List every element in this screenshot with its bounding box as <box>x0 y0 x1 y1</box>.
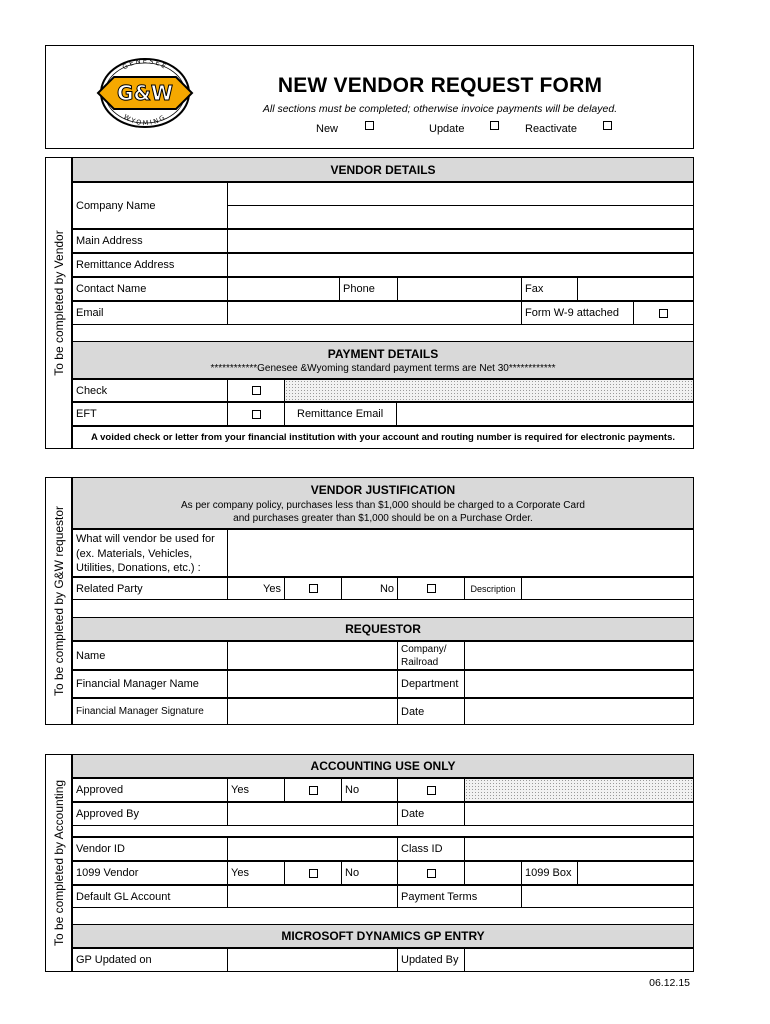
related-no-checkbox[interactable] <box>427 584 436 593</box>
name-label: Name <box>72 641 228 670</box>
svg-text:WYOMING: WYOMING <box>122 112 168 128</box>
contact-name-label: Contact Name <box>72 277 228 301</box>
eft-label: EFT <box>72 402 228 426</box>
related-yes-label: Yes <box>228 577 285 600</box>
email-label: Email <box>72 301 228 325</box>
related-yes-cell <box>285 577 342 600</box>
gp-updated-on-label: GP Updated on <box>72 948 228 972</box>
svg-text:GENESEE: GENESEE <box>121 56 170 72</box>
vendor-justification-title: VENDOR JUSTIFICATION <box>310 483 456 497</box>
option-new-label: New <box>316 123 339 135</box>
vendor-id-input[interactable] <box>228 837 398 861</box>
option-reactivate-label: Reactivate <box>525 123 577 135</box>
department-label: Department <box>398 670 465 698</box>
svg-text:G&W: G&W <box>117 81 173 105</box>
default-gl-input[interactable] <box>228 885 398 908</box>
remittance-address-input[interactable] <box>228 253 694 277</box>
related-no-label: No <box>342 577 398 600</box>
payment-terms-label: Payment Terms <box>398 885 522 908</box>
approved-no-checkbox[interactable] <box>427 786 436 795</box>
main-address-input[interactable] <box>228 229 694 253</box>
vendor-1099-gap <box>465 861 522 885</box>
gp-entry-header: MICROSOFT DYNAMICS GP ENTRY <box>72 924 694 948</box>
voided-check-note: A voided check or letter from your financial institution with your account and routing number is required for electronic payments. <box>72 426 694 449</box>
form-title: NEW VENDOR REQUEST FORM <box>277 74 603 97</box>
financial-manager-name-input[interactable] <box>228 670 398 698</box>
option-new-checkbox[interactable] <box>365 121 374 130</box>
vendor-spacer-row <box>72 325 694 342</box>
policy-line-1: As per company policy, purchases less than $1,000 should be charged to a Corporate Card <box>181 500 585 511</box>
gp-updated-by-label: Updated By <box>398 948 465 972</box>
option-update-label: Update <box>429 123 465 135</box>
vendor-details-header: VENDOR DETAILS <box>72 157 694 182</box>
gp-updated-by-input[interactable] <box>465 948 694 972</box>
check-cell <box>228 379 285 402</box>
remittance-address-label: Remittance Address <box>72 253 228 277</box>
company-name-label: Company Name <box>72 182 228 229</box>
box-1099-input[interactable] <box>578 861 694 885</box>
used-for-input[interactable] <box>228 529 694 577</box>
gp-updated-on-input[interactable] <box>228 948 398 972</box>
company-name-input-1[interactable] <box>228 182 694 206</box>
vendor-id-label: Vendor ID <box>72 837 228 861</box>
form-version: 06.12.15 <box>649 977 690 989</box>
phone-input[interactable] <box>398 277 522 301</box>
company-name-input-2[interactable] <box>228 205 694 229</box>
approved-yes-label: Yes <box>228 778 285 802</box>
company-railroad-input[interactable] <box>465 641 694 670</box>
w9-label: Form W-9 attached <box>522 301 634 325</box>
payment-details-header <box>72 341 694 379</box>
requestor-date-input[interactable] <box>465 698 694 725</box>
requestor-date-label: Date <box>398 698 465 725</box>
email-input[interactable] <box>228 301 522 325</box>
vendor-1099-label: 1099 Vendor <box>72 861 228 885</box>
remittance-email-label: Remittance Email <box>285 402 397 426</box>
approved-yes-cell <box>285 778 342 802</box>
w9-cell <box>634 301 694 325</box>
check-label: Check <box>72 379 228 402</box>
approved-date-input[interactable] <box>465 802 694 826</box>
payment-terms-note: ************Genesee &Wyoming standard payment terms are Net 30************ <box>210 363 556 374</box>
accounting-spacer-row <box>72 826 694 837</box>
used-for-line-3: Utilities, Donations, etc.) : <box>76 562 201 574</box>
side-label-vendor: To be completed by Vendor <box>45 157 72 449</box>
related-no-cell <box>398 577 465 600</box>
approved-no-label: No <box>342 778 398 802</box>
fax-input[interactable] <box>578 277 694 301</box>
check-shaded-area <box>285 379 694 402</box>
approved-by-label: Approved By <box>72 802 228 826</box>
eft-checkbox[interactable] <box>252 410 261 419</box>
vendor-1099-yes-label: Yes <box>228 861 285 885</box>
class-id-input[interactable] <box>465 837 694 861</box>
company-railroad-label: Company/ Railroad <box>398 641 465 670</box>
class-id-label: Class ID <box>398 837 465 861</box>
contact-name-input[interactable] <box>228 277 340 301</box>
approved-by-input[interactable] <box>228 802 398 826</box>
fax-label: Fax <box>522 277 578 301</box>
phone-label: Phone <box>340 277 398 301</box>
vendor-justification-header <box>72 477 694 529</box>
approved-yes-checkbox[interactable] <box>309 786 318 795</box>
vendor-1099-yes-checkbox[interactable] <box>309 869 318 878</box>
description-input[interactable] <box>522 577 694 600</box>
approved-label: Approved <box>72 778 228 802</box>
requestor-header: REQUESTOR <box>72 617 694 641</box>
side-label-accounting: To be completed by Accounting <box>45 754 72 972</box>
related-yes-checkbox[interactable] <box>309 584 318 593</box>
main-address-label: Main Address <box>72 229 228 253</box>
vendor-1099-no-checkbox[interactable] <box>427 869 436 878</box>
department-input[interactable] <box>465 670 694 698</box>
payment-terms-input[interactable] <box>522 885 694 908</box>
gw-logo <box>94 55 196 130</box>
box-1099-label: 1099 Box <box>522 861 578 885</box>
vendor-1099-no-cell <box>398 861 465 885</box>
eft-cell <box>228 402 285 426</box>
used-for-label <box>72 529 228 577</box>
description-label: Description <box>465 577 522 600</box>
vendor-1099-no-label: No <box>342 861 398 885</box>
policy-line-2: and purchases greater than $1,000 should be on a Purchase Order. <box>233 513 533 524</box>
option-reactivate-checkbox[interactable] <box>603 121 612 130</box>
remittance-email-input[interactable] <box>397 402 694 426</box>
approved-shaded-area <box>465 778 694 802</box>
approved-date-label: Date <box>398 802 465 826</box>
option-update-checkbox[interactable] <box>490 121 499 130</box>
justification-spacer-row <box>72 600 694 618</box>
check-checkbox[interactable] <box>252 386 261 395</box>
accounting-spacer-row-2 <box>72 908 694 925</box>
form-subtitle: All sections must be completed; otherwise invoice payments will be delayed. <box>262 103 618 115</box>
related-party-label: Related Party <box>72 577 228 600</box>
default-gl-label: Default GL Account <box>72 885 228 908</box>
used-for-line-2: (ex. Materials, Vehicles, <box>76 547 193 560</box>
accounting-header: ACCOUNTING USE ONLY <box>72 754 694 778</box>
approved-no-cell <box>398 778 465 802</box>
payment-details-title: PAYMENT DETAILS <box>327 347 439 361</box>
financial-manager-name-label: Financial Manager Name <box>72 670 228 698</box>
vendor-1099-yes-cell <box>285 861 342 885</box>
name-input[interactable] <box>228 641 398 670</box>
side-label-requestor: To be completed by G&W requestor <box>45 477 72 725</box>
w9-checkbox[interactable] <box>659 309 668 318</box>
financial-manager-signature-label: Financial Manager Signature <box>72 698 228 725</box>
used-for-line-1: What will vendor be used for <box>76 533 215 545</box>
financial-manager-signature-input[interactable] <box>228 698 398 725</box>
